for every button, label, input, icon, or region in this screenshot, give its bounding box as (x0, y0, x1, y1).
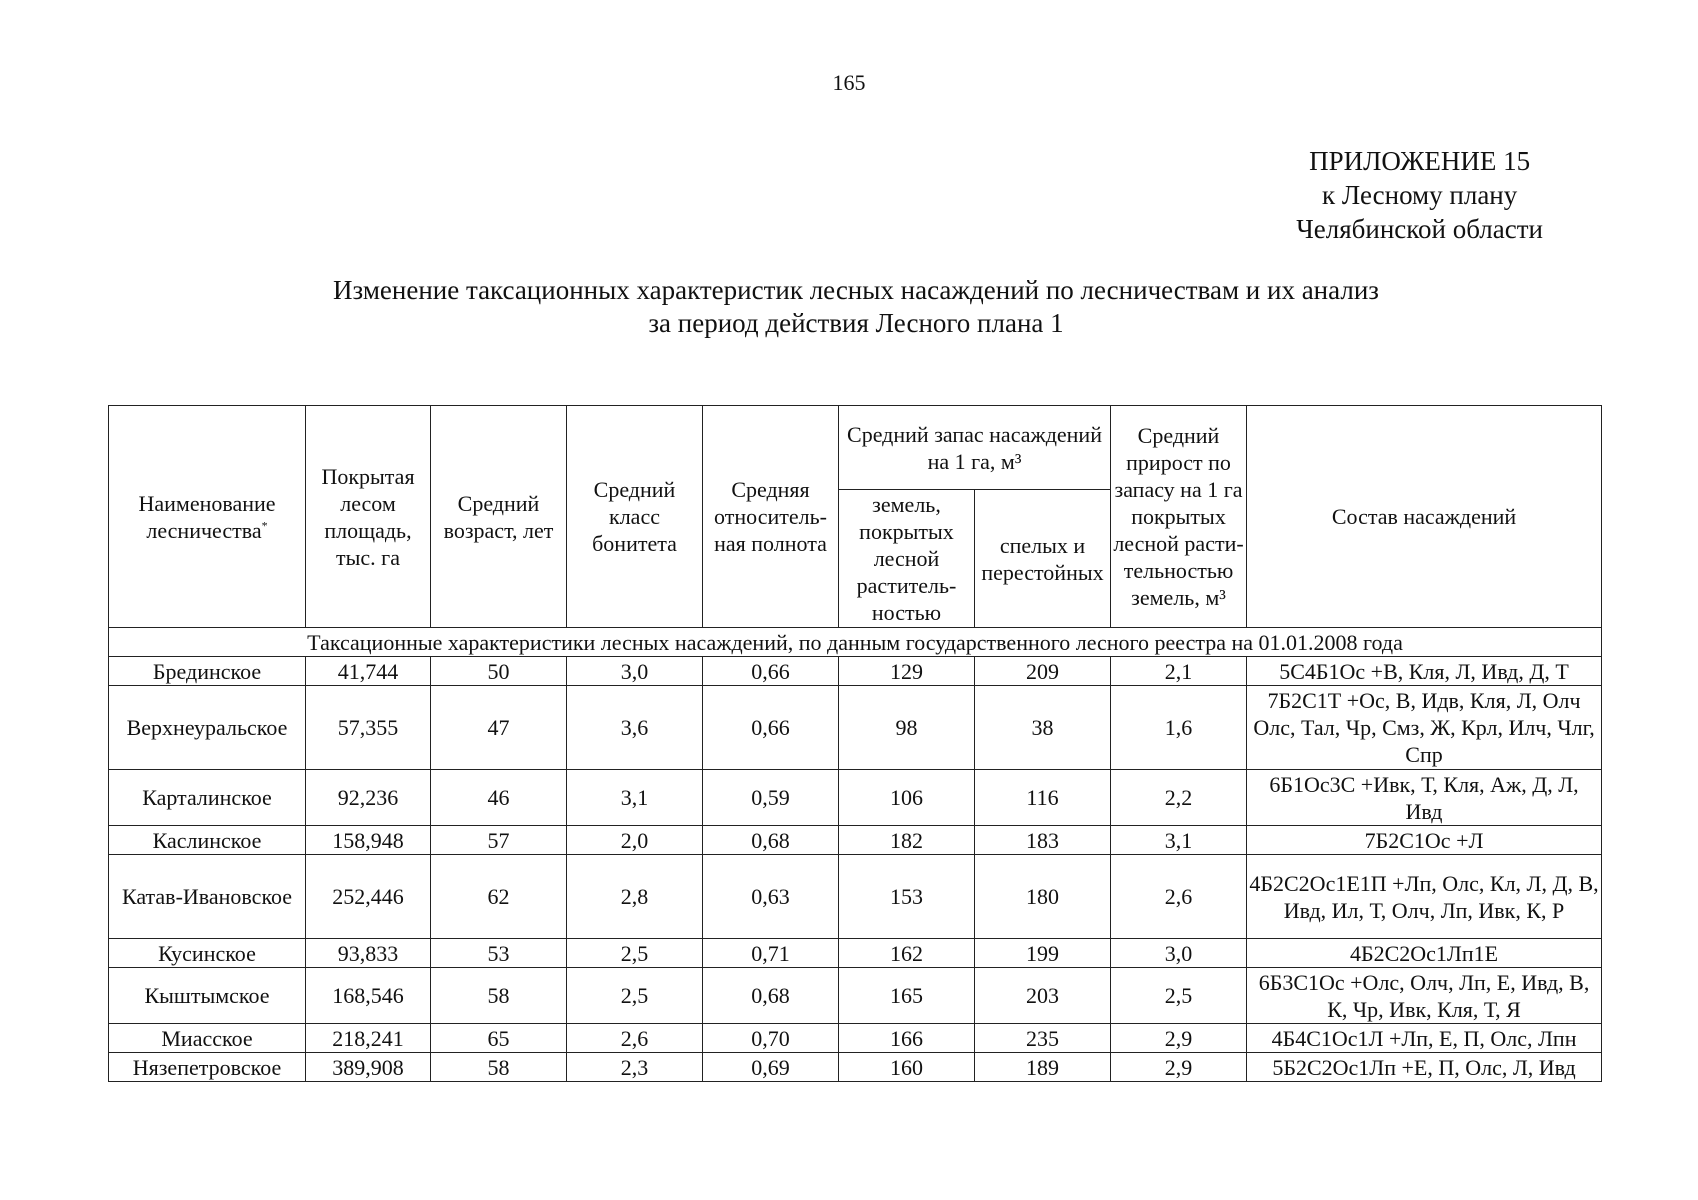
cell-bonitet: 3,1 (567, 770, 703, 826)
header-stock-group: Средний запас насаждений на 1 га, м³ (839, 406, 1111, 490)
cell-area: 158,948 (306, 826, 431, 855)
cell-age: 58 (431, 968, 567, 1024)
table-row (109, 1024, 1602, 1053)
cell-density: 0,70 (703, 1024, 839, 1053)
cell-area: 57,355 (306, 686, 431, 770)
cell-bonitet: 2,5 (567, 939, 703, 968)
cell-composition: 6Б3С1Ос +Олс, Олч, Лп, Е, Ивд, В, К, Чр, Ивк, Кля, Т, Я (1247, 968, 1602, 1024)
table-row (109, 939, 1602, 968)
cell-increment: 2,9 (1111, 1024, 1247, 1053)
cell-density: 0,71 (703, 939, 839, 968)
cell-name: Кыштымское (109, 968, 306, 1024)
cell-density: 0,66 (703, 686, 839, 770)
cell-stock-mature: 209 (975, 657, 1111, 686)
cell-name: Брединское (109, 657, 306, 686)
cell-increment: 2,2 (1111, 770, 1247, 826)
cell-stock-mature: 180 (975, 855, 1111, 939)
table-header (109, 406, 1602, 628)
cell-name: Миасское (109, 1024, 306, 1053)
cell-density: 0,68 (703, 968, 839, 1024)
cell-age: 53 (431, 939, 567, 968)
cell-stock-covered: 129 (839, 657, 975, 686)
appendix-line-1: ПРИЛОЖЕНИЕ 15 (1309, 146, 1531, 176)
cell-density: 0,63 (703, 855, 839, 939)
cell-composition: 7Б2С1Ос +Л (1247, 826, 1602, 855)
cell-density: 0,66 (703, 657, 839, 686)
cell-stock-mature: 38 (975, 686, 1111, 770)
cell-area: 389,908 (306, 1053, 431, 1082)
appendix-line-2: к Лесному плану (1321, 180, 1518, 210)
cell-age: 47 (431, 686, 567, 770)
cell-stock-mature: 183 (975, 826, 1111, 855)
cell-stock-covered: 182 (839, 826, 975, 855)
table-body (109, 628, 1602, 1082)
cell-name: Карталинское (109, 770, 306, 826)
cell-density: 0,69 (703, 1053, 839, 1082)
cell-composition: 4Б2С2Ос1Е1П +Лп, Олс, Кл, Л, Д, В, Ивд, Ил, Т, Олч, Лп, Ивк, К, Р (1247, 855, 1602, 939)
cell-bonitet: 2,3 (567, 1053, 703, 1082)
cell-stock-covered: 153 (839, 855, 975, 939)
cell-age: 50 (431, 657, 567, 686)
cell-composition: 4Б4С1Ос1Л +Лп, Е, П, Олс, Лпн (1247, 1024, 1602, 1053)
document-title (0, 274, 1698, 340)
cell-increment: 2,1 (1111, 657, 1247, 686)
header-increment: Средний прирост по запасу на 1 га покрытых лесной расти-тельностью земель, м³ (1111, 406, 1247, 628)
cell-bonitet: 3,6 (567, 686, 703, 770)
cell-area: 41,744 (306, 657, 431, 686)
header-stock-mature: спелых и перестойных (975, 490, 1111, 628)
cell-composition: 5С4Б1Ос +В, Кля, Л, Ивд, Д, Т (1247, 657, 1602, 686)
section-title-row: Таксационные характеристики лесных насаждений, по данным государственного лесного реестра на 01.01.2008 года (109, 628, 1602, 657)
table-row (109, 686, 1602, 770)
cell-bonitet: 2,6 (567, 1024, 703, 1053)
footnote-mark: * (261, 518, 268, 533)
cell-name: Верхнеуральское (109, 686, 306, 770)
cell-name: Каслинское (109, 826, 306, 855)
header-bonitet: Средний класс бонитета (567, 406, 703, 628)
header-age: Средний возраст, лет (431, 406, 567, 628)
appendix-line-3: Челябинской области (1296, 214, 1543, 244)
document-title-line-1: Изменение таксационных характеристик лесных насаждений по лесничествам и их анализ (333, 275, 1379, 305)
cell-increment: 2,9 (1111, 1053, 1247, 1082)
cell-area: 218,241 (306, 1024, 431, 1053)
cell-increment: 3,0 (1111, 939, 1247, 968)
cell-stock-mature: 203 (975, 968, 1111, 1024)
cell-composition: 6Б1Ос3С +Ивк, Т, Кля, Аж, Д, Л, Ивд (1247, 770, 1602, 826)
header-stock-covered: земель, покрытых лесной раститель-ностью (839, 490, 975, 628)
cell-area: 93,833 (306, 939, 431, 968)
cell-bonitet: 2,0 (567, 826, 703, 855)
cell-age: 58 (431, 1053, 567, 1082)
cell-bonitet: 2,5 (567, 968, 703, 1024)
cell-composition: 4Б2С2Ос1Лп1Е (1247, 939, 1602, 968)
table-row (109, 826, 1602, 855)
cell-stock-mature: 235 (975, 1024, 1111, 1053)
cell-stock-covered: 162 (839, 939, 975, 968)
cell-name: Нязепетровское (109, 1053, 306, 1082)
cell-increment: 3,1 (1111, 826, 1247, 855)
header-composition: Состав насаждений (1247, 406, 1602, 628)
cell-stock-mature: 116 (975, 770, 1111, 826)
cell-name: Кусинское (109, 939, 306, 968)
cell-increment: 2,5 (1111, 968, 1247, 1024)
header-density: Средняя относитель-ная полнота (703, 406, 839, 628)
cell-name: Катав-Ивановское (109, 855, 306, 939)
cell-area: 252,446 (306, 855, 431, 939)
table-row (109, 1053, 1602, 1082)
forest-characteristics-table (108, 405, 1602, 1082)
table-row (109, 968, 1602, 1024)
cell-stock-covered: 98 (839, 686, 975, 770)
cell-age: 57 (431, 826, 567, 855)
cell-area: 168,546 (306, 968, 431, 1024)
cell-stock-mature: 199 (975, 939, 1111, 968)
table-row (109, 657, 1602, 686)
document-title-line-2: за период действия Лесного плана 1 (648, 308, 1064, 338)
cell-composition: 7Б2С1Т +Ос, В, Идв, Кля, Л, Олч Олс, Тал, Чр, Смз, Ж, Крл, Илч, Члг, Спр (1247, 686, 1602, 770)
cell-age: 46 (431, 770, 567, 826)
cell-increment: 1,6 (1111, 686, 1247, 770)
header-name: Наименование лесничества* (109, 406, 306, 628)
cell-stock-covered: 166 (839, 1024, 975, 1053)
cell-age: 65 (431, 1024, 567, 1053)
cell-composition: 5Б2С2Ос1Лп +Е, П, Олс, Л, Ивд (1247, 1053, 1602, 1082)
cell-increment: 2,6 (1111, 855, 1247, 939)
cell-bonitet: 2,8 (567, 855, 703, 939)
header-area: Покрытая лесом площадь, тыс. га (306, 406, 431, 628)
cell-density: 0,59 (703, 770, 839, 826)
cell-density: 0,68 (703, 826, 839, 855)
cell-age: 62 (431, 855, 567, 939)
table-row (109, 770, 1602, 826)
cell-area: 92,236 (306, 770, 431, 826)
cell-bonitet: 3,0 (567, 657, 703, 686)
table-row (109, 855, 1602, 939)
cell-stock-mature: 189 (975, 1053, 1111, 1082)
cell-stock-covered: 160 (839, 1053, 975, 1082)
appendix-header (1296, 144, 1543, 246)
cell-stock-covered: 165 (839, 968, 975, 1024)
cell-stock-covered: 106 (839, 770, 975, 826)
page-number: 165 (832, 70, 866, 95)
